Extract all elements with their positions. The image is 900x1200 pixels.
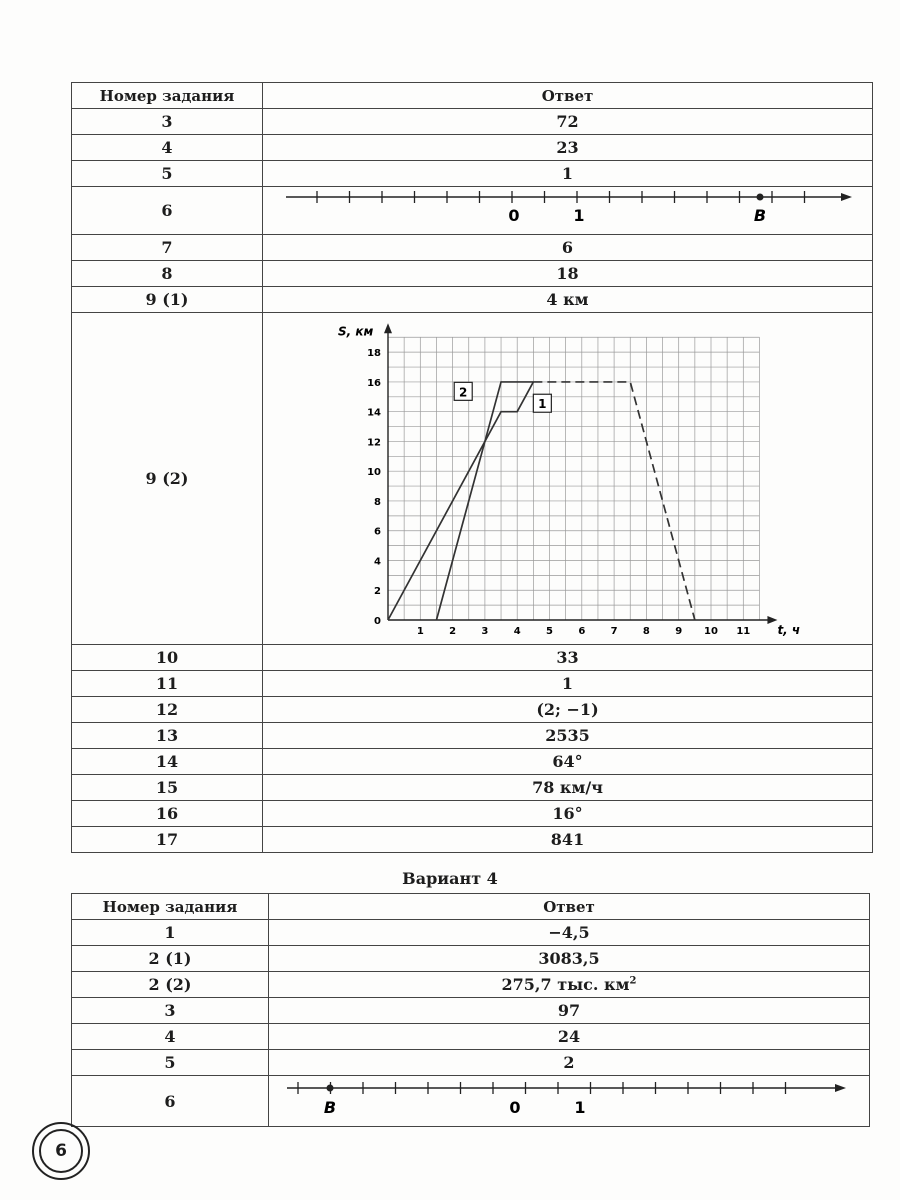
answer-cell: 72 xyxy=(263,109,873,135)
answer-cell: 6 xyxy=(263,235,873,261)
answer-cell: 33 xyxy=(263,645,873,671)
point-b-label: B xyxy=(753,206,766,225)
answer-cell: 16° xyxy=(263,801,873,827)
answer-cell xyxy=(269,972,870,998)
answer-cell: −4,5 xyxy=(269,920,870,946)
answer-cell: 4 км xyxy=(263,287,873,313)
arrow-icon xyxy=(841,193,852,201)
zero-label: 0 xyxy=(509,1098,521,1117)
point-b-marker xyxy=(756,194,763,201)
answer-cell: 64° xyxy=(263,749,873,775)
point-b-marker xyxy=(327,1085,334,1092)
table-row xyxy=(72,801,873,827)
y-tick-label: 14 xyxy=(367,407,381,419)
task-number: 2 (1) xyxy=(72,946,269,972)
x-axis-arrow-icon xyxy=(767,616,777,624)
task-number: 14 xyxy=(72,749,263,775)
answer-header: Ответ xyxy=(269,894,870,920)
y-tick-label: 10 xyxy=(367,467,381,479)
y-tick-label: 16 xyxy=(367,377,381,389)
point-b-label: B xyxy=(323,1098,337,1117)
table-header xyxy=(72,894,870,920)
y-tick-label: 12 xyxy=(367,437,381,449)
task-number: 12 xyxy=(72,697,263,723)
task-number: 7 xyxy=(72,235,263,261)
table-header xyxy=(72,83,873,109)
answer-cell xyxy=(263,187,873,235)
task-number-header: Номер задания xyxy=(72,83,263,109)
table-row xyxy=(72,827,873,853)
answer-cell: 78 км/ч xyxy=(263,775,873,801)
x-tick-label: 4 xyxy=(513,626,521,637)
x-tick-label: 10 xyxy=(704,626,718,637)
x-tick-label: 9 xyxy=(675,626,683,637)
number-line-variant4 xyxy=(269,1076,869,1122)
task-number-header: Номер задания xyxy=(72,894,269,920)
y-tick-label: 8 xyxy=(374,496,381,508)
x-tick-label: 11 xyxy=(736,626,751,637)
task-number: 11 xyxy=(72,671,263,697)
one-label: 1 xyxy=(574,1098,586,1117)
x-tick-label: 5 xyxy=(546,626,553,637)
x-axis-label: t, ч xyxy=(777,623,801,637)
task-number: 4 xyxy=(72,135,263,161)
x-tick-label: 3 xyxy=(481,626,489,637)
y-tick-label: 18 xyxy=(367,348,381,360)
answer-cell: 18 xyxy=(263,261,873,287)
table-row xyxy=(72,287,873,313)
table-row xyxy=(72,313,873,645)
y-axis-label: S, км xyxy=(338,324,374,339)
table-row xyxy=(72,671,873,697)
one-label: 1 xyxy=(572,206,585,225)
answer-cell xyxy=(263,313,873,645)
table-row xyxy=(72,920,870,946)
task-number: 9 (1) xyxy=(72,287,263,313)
task-number: 8 xyxy=(72,261,263,287)
table-row xyxy=(72,261,873,287)
number-line-variant3 xyxy=(268,187,868,230)
series-label: 2 xyxy=(459,385,468,400)
answer-cell: 23 xyxy=(263,135,873,161)
answer-cell: 841 xyxy=(263,827,873,853)
y-axis-arrow-icon xyxy=(384,323,392,333)
table-row xyxy=(72,972,870,998)
answer-cell: 1 xyxy=(263,161,873,187)
table-row xyxy=(72,1024,870,1050)
table-row xyxy=(72,1076,870,1127)
task-number: 2 (2) xyxy=(72,972,269,998)
distance-time-graph xyxy=(263,313,863,640)
answer-header: Ответ xyxy=(263,83,873,109)
task-number: 6 xyxy=(72,1076,269,1127)
table-row xyxy=(72,946,870,972)
x-tick-label: 7 xyxy=(610,626,618,637)
task-number: 6 xyxy=(72,187,263,235)
table-row xyxy=(72,998,870,1024)
task-number: 10 xyxy=(72,645,263,671)
x-tick-label: 2 xyxy=(449,626,457,637)
task-number: 17 xyxy=(72,827,263,853)
table-row xyxy=(72,109,873,135)
task-number: 5 xyxy=(72,1050,269,1076)
task-number: 3 xyxy=(72,998,269,1024)
answer-cell: 2 xyxy=(269,1050,870,1076)
arrow-icon xyxy=(835,1084,846,1092)
task-number: 13 xyxy=(72,723,263,749)
y-tick-label: 0 xyxy=(374,616,381,627)
table-row xyxy=(72,1050,870,1076)
table-row xyxy=(72,775,873,801)
task-number: 5 xyxy=(72,161,263,187)
answer-cell: 97 xyxy=(269,998,870,1024)
table-row xyxy=(72,723,873,749)
task-number: 4 xyxy=(72,1024,269,1050)
answer-cell: 1 xyxy=(263,671,873,697)
answer-cell: 2535 xyxy=(263,723,873,749)
table-row xyxy=(72,135,873,161)
table-row xyxy=(72,161,873,187)
answer-cell: 24 xyxy=(269,1024,870,1050)
answer-cell: (2; −1) xyxy=(263,697,873,723)
answer-text: 275,7 тыс. км xyxy=(501,975,630,994)
answer-cell: 3083,5 xyxy=(269,946,870,972)
y-tick-label: 4 xyxy=(374,556,381,568)
task-number: 9 (2) xyxy=(72,313,263,645)
answers-table-variant4 xyxy=(71,893,870,1127)
table-row xyxy=(72,697,873,723)
answer-cell xyxy=(269,1076,870,1127)
table-row xyxy=(72,187,873,235)
series-label: 1 xyxy=(538,397,547,412)
table-row xyxy=(72,235,873,261)
y-tick-label: 2 xyxy=(374,586,381,598)
x-tick-label: 1 xyxy=(416,626,424,637)
variant-title: Вариант 4 xyxy=(402,869,498,888)
task-number: 16 xyxy=(72,801,263,827)
x-tick-label: 8 xyxy=(642,626,650,637)
zero-label: 0 xyxy=(507,206,520,225)
task-number: 15 xyxy=(72,775,263,801)
answers-table-variant3 xyxy=(71,82,873,853)
y-tick-label: 6 xyxy=(374,526,381,538)
task-number: 3 xyxy=(72,109,263,135)
page-number: 6 xyxy=(39,1129,83,1173)
task-number: 1 xyxy=(72,920,269,946)
table-row xyxy=(72,749,873,775)
table-row xyxy=(72,645,873,671)
x-tick-label: 6 xyxy=(578,626,586,637)
superscript: 2 xyxy=(629,975,637,987)
page-number-badge xyxy=(32,1122,90,1180)
